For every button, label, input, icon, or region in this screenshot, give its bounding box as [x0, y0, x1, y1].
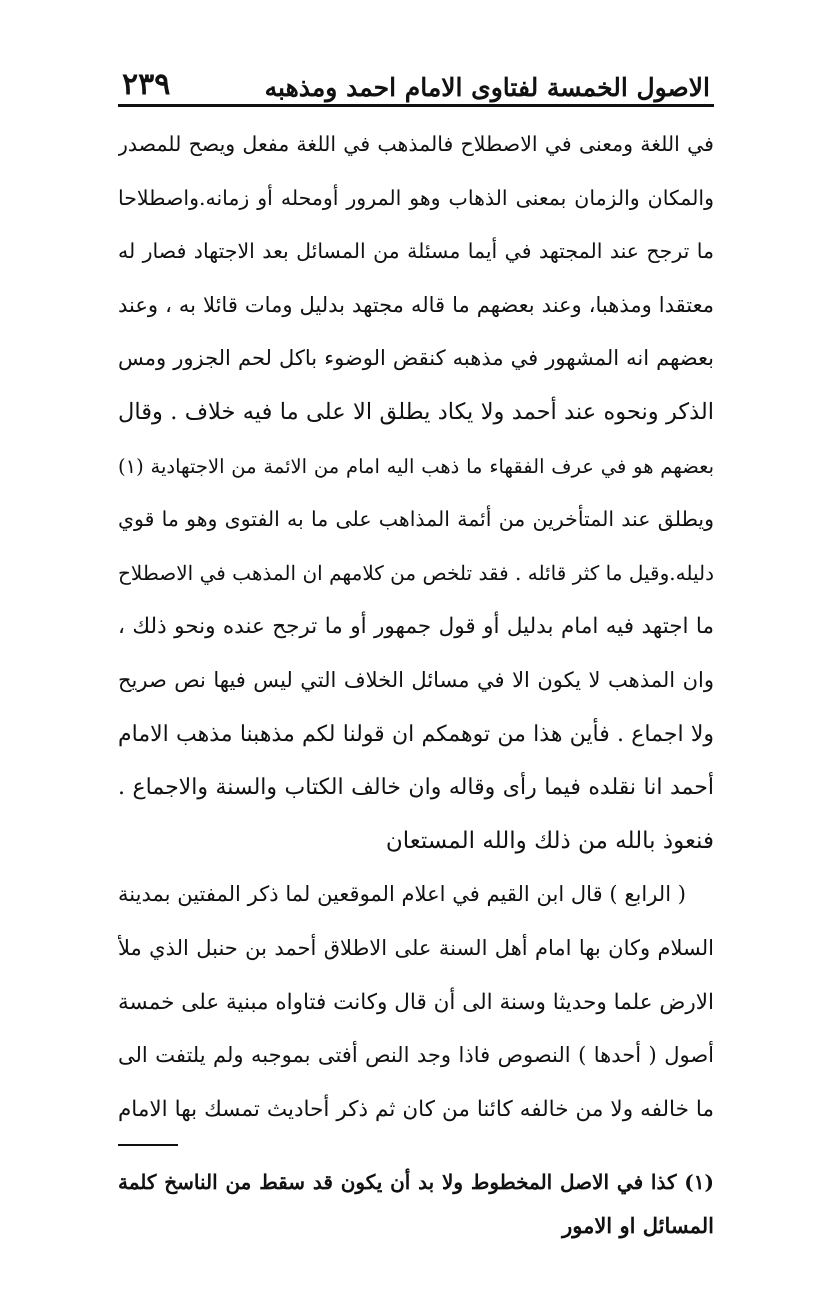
text-line: وان المذهب لا يكون الا في مسائل الخلاف التي ليس فيها نص صريح — [118, 667, 714, 692]
text-line: الذكر ونحوه عند أحمد ولا يكاد يطلق الا على ما فيه خلاف . وقال — [118, 398, 714, 425]
text-line: بعضهم هو في عرف الفقهاء ما ذهب اليه امام من الائمة من الاجتهادية (١) — [118, 454, 714, 478]
page-number: ٢٣٩ — [122, 67, 171, 102]
main-text — [118, 118, 714, 1136]
footnote-line: المسائل او الامور — [562, 1213, 714, 1238]
text-line: فنعوذ بالله من ذلك والله المستعان — [385, 827, 714, 854]
text-line: أصول ( أحدها ) النصوص فاذا وجد النص أفتى بموجبه ولم يلتفت الى — [118, 1043, 714, 1068]
text-line: بعضهم انه المشهور في مذهبه كنقض الوضوء باكل لحم الجزور ومس — [118, 346, 714, 371]
text-line: معتقدا ومذهبا، وعند بعضهم ما قاله مجتهد بدليل ومات قائلا به ، وعند — [118, 292, 714, 317]
text-line: ولا اجماع . فأين هذا من توهمكم ان قولنا لكم مذهبنا مذهب الامام — [118, 721, 714, 747]
text-line: الارض علما وحديثا وسنة الى أن قال وكانت فتاواه مبنية على خمسة — [118, 989, 714, 1015]
header-rule — [118, 104, 714, 107]
text-line: ( الرابع ) قال ابن القيم في اعلام الموقعين لما ذكر المفتين بمدينة — [118, 882, 686, 907]
text-line: في اللغة ومعنى في الاصطلاح فالمذهب في اللغة مفعل ويصح للمصدر — [118, 132, 714, 156]
text-line: دليله.وقيل ما كثر قائله . فقد تلخص من كلامهم ان المذهب في الاصطلاح — [118, 560, 714, 585]
footnote-separator — [118, 1144, 178, 1146]
text-line: ما خالفه ولا من خالفه كائنا من كان ثم ذكر أحاديث تمسك بها الامام — [118, 1096, 714, 1122]
text-line: السلام وكان بها امام أهل السنة على الاطلاق أحمد بن حنبل الذي ملأ — [118, 935, 714, 960]
text-line: ويطلق عند المتأخرين من أئمة المذاهب على ما به الفتوى وهو ما قوي — [118, 507, 714, 532]
text-line: ما ترجح عند المجتهد في أيما مسئلة من المسائل بعد الاجتهاد فصار له — [118, 239, 714, 264]
text-line: أحمد انا نقلده فيما رأى وقاله وان خالف الكتاب والسنة والاجماع . — [118, 775, 714, 801]
text-line: والمكان والزمان بمعنى الذهاب وهو المرور أومحله أو زمانه.واصطلاحا — [118, 185, 714, 210]
page-header — [122, 58, 710, 102]
running-title: الاصول الخمسة لفتاوى الامام احمد ومذهبه — [264, 73, 710, 102]
footnotes — [118, 1160, 714, 1248]
text-line: ما اجتهد فيه امام بدليل أو قول جمهور أو ما ترجح عنده ونحو ذلك ، — [118, 614, 714, 640]
footnote-line: (١) كذا في الاصل المخطوط ولا بد أن يكون قد سقط من الناسخ كلمة — [118, 1170, 714, 1194]
